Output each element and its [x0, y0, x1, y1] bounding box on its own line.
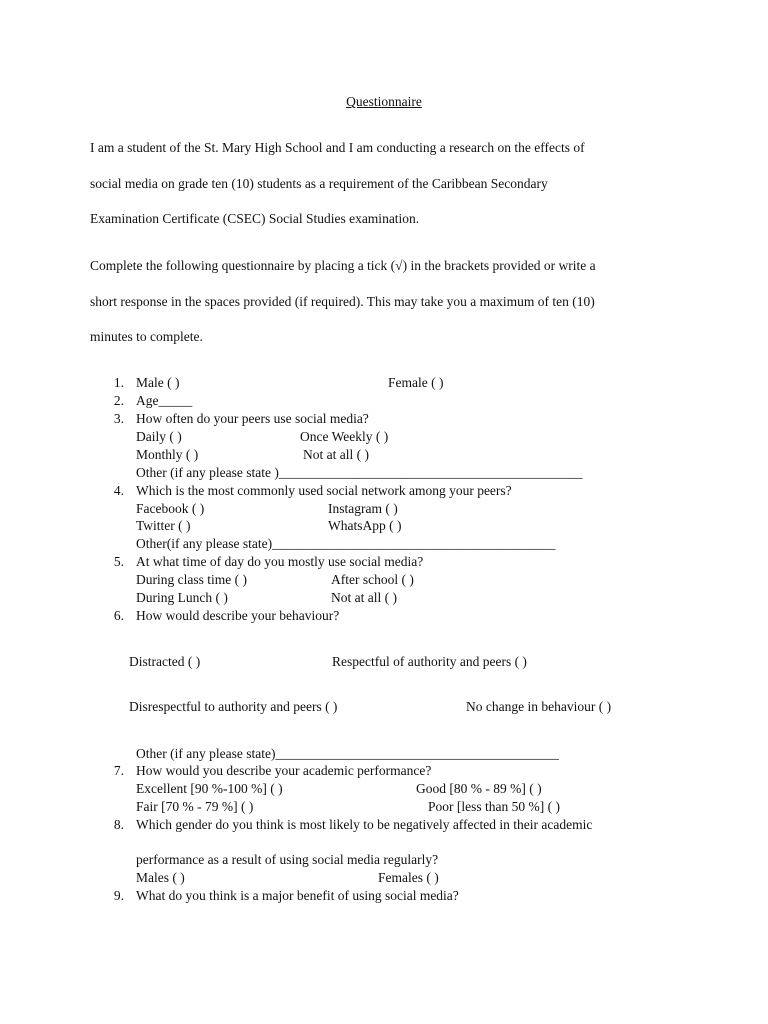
intro-line: Examination Certificate (CSEC) Social Studies examination.: [90, 211, 420, 226]
question-number: 9.: [113, 888, 124, 903]
option-poor: Poor [less than 50 %] ( ): [428, 799, 560, 814]
option-monthly: Monthly ( ): [136, 447, 199, 462]
intro-line: social media on grade ten (10) students as a requirement of the Caribbean Secondary: [90, 176, 548, 191]
instructions-line: minutes to complete.: [90, 329, 203, 344]
question-number: 1.: [113, 375, 124, 390]
question-number: 3.: [113, 411, 124, 426]
option-twitter: Twitter ( ): [136, 518, 191, 533]
option-excellent: Excellent [90 %-100 %] ( ): [136, 781, 283, 796]
option-fair: Fair [70 % - 79 %] ( ): [136, 799, 254, 814]
option-class-time: During class time ( ): [136, 572, 247, 587]
option-facebook: Facebook ( ): [136, 501, 205, 516]
option-not-at-all: Not at all ( ): [303, 447, 369, 462]
option-no-change: No change in behaviour ( ): [466, 699, 612, 714]
option-distracted: Distracted ( ): [129, 654, 201, 669]
question-text: Which is the most commonly used social network among your peers?: [136, 483, 512, 498]
question-text: performance as a result of using social media regularly?: [136, 852, 439, 867]
option-female: Female ( ): [388, 375, 444, 390]
question-number: 5.: [113, 554, 124, 569]
option-male: Male ( ): [136, 375, 180, 390]
page-title: Questionnaire: [346, 94, 422, 109]
option-other: Other (if any please state )_____________________________________________: [136, 465, 583, 480]
question-number: 7.: [113, 763, 124, 778]
question-number: 4.: [113, 483, 124, 498]
age-field: Age_____: [136, 393, 193, 408]
option-respectful: Respectful of authority and peers ( ): [332, 654, 527, 669]
instructions-line: Complete the following questionnaire by placing a tick (√) in the brackets provided or write a: [90, 258, 596, 273]
intro-line: I am a student of the St. Mary High School and I am conducting a research on the effects of: [90, 140, 585, 155]
option-instagram: Instagram ( ): [328, 501, 398, 516]
option-not-at-all: Not at all ( ): [331, 590, 397, 605]
instructions-line: short response in the spaces provided (if required). This may take you a maximum of ten (10): [90, 294, 595, 309]
question-text: At what time of day do you mostly use social media?: [136, 554, 424, 569]
question-text: How often do your peers use social media?: [136, 411, 369, 426]
question-number: 6.: [113, 608, 124, 623]
option-other: Other (if any please state)__________________________________________: [136, 746, 559, 761]
question-number: 8.: [113, 817, 124, 832]
question-text: Which gender do you think is most likely to be negatively affected in their academic: [136, 817, 593, 832]
question-number: 2.: [113, 393, 124, 408]
option-disrespectful: Disrespectful to authority and peers ( ): [129, 699, 338, 714]
option-lunch: During Lunch ( ): [136, 590, 228, 605]
option-other: Other(if any please state)__________________________________________: [136, 536, 556, 551]
option-after-school: After school ( ): [331, 572, 414, 587]
option-whatsapp: WhatsApp ( ): [328, 518, 402, 533]
option-daily: Daily ( ): [136, 429, 182, 444]
question-text: What do you think is a major benefit of using social media?: [136, 888, 459, 903]
option-males: Males ( ): [136, 870, 185, 885]
option-once-weekly: Once Weekly ( ): [300, 429, 389, 444]
question-text: How would you describe your academic performance?: [136, 763, 432, 778]
option-good: Good [80 % - 89 %] ( ): [416, 781, 542, 796]
option-females: Females ( ): [378, 870, 439, 885]
question-text: How would describe your behaviour?: [136, 608, 340, 623]
